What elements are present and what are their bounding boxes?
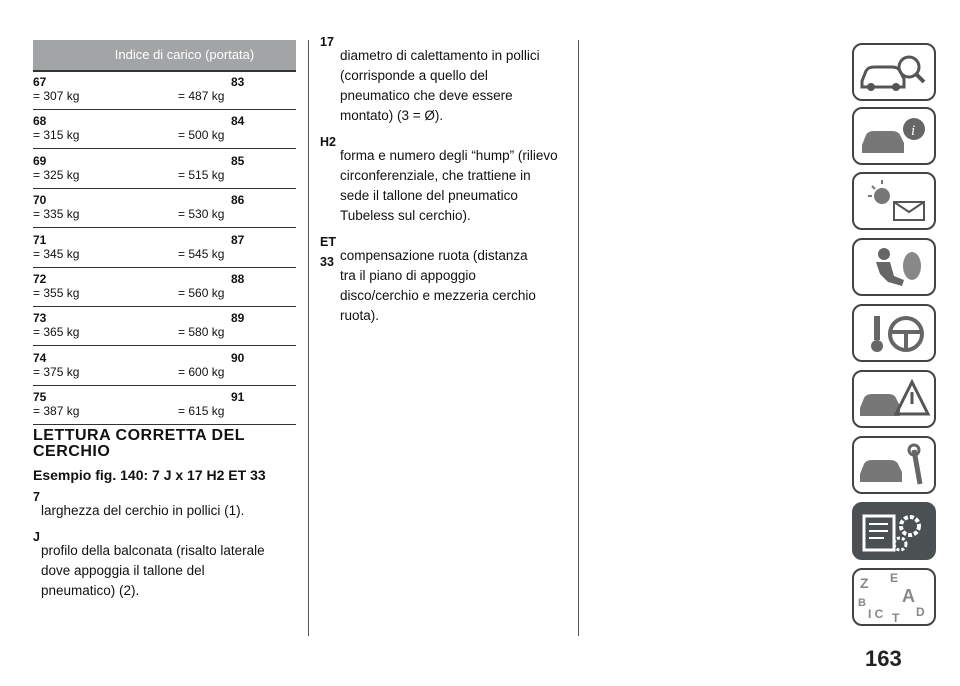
cell-a-num: 67 xyxy=(33,75,47,89)
definition-text-line: pneumatico) (2). xyxy=(41,583,140,598)
table-row xyxy=(33,267,296,307)
airbag-seat-icon xyxy=(854,240,934,294)
cell-a-kg: = 335 kg xyxy=(33,207,80,222)
cell-b-num: 87 xyxy=(231,232,245,247)
cell-b-kg: = 545 kg xyxy=(178,246,225,261)
tab-car-info[interactable] xyxy=(852,107,936,165)
definition-text-line: sede il tallone del pneumatico xyxy=(340,188,518,203)
cell-b-num: 84 xyxy=(231,114,245,129)
cell-b-kg: = 500 kg xyxy=(178,128,225,143)
table-row xyxy=(33,149,296,189)
specs-gears-icon xyxy=(854,504,934,558)
definition-key: J xyxy=(33,530,40,544)
cell-a-kg: = 387 kg xyxy=(33,404,80,419)
car-search-icon xyxy=(854,45,934,99)
cell-a-num: 75 xyxy=(33,390,47,405)
example-heading: Esempio fig. 140: 7 J x 17 H2 ET 33 xyxy=(33,467,266,483)
tab-specifications[interactable] xyxy=(852,502,936,560)
cell-a-kg: = 355 kg xyxy=(33,286,80,300)
svg-text:T: T xyxy=(892,611,900,624)
cell-a-kg: = 345 kg xyxy=(33,246,80,261)
table-row xyxy=(33,346,296,386)
tab-car-warning[interactable] xyxy=(852,370,936,428)
cell-a-kg: = 307 kg xyxy=(33,89,80,103)
table-row xyxy=(33,70,296,110)
definition-text-line: larghezza del cerchio in pollici (1). xyxy=(41,503,245,518)
definition-key: ET 33 xyxy=(320,235,336,269)
table-row xyxy=(33,188,296,228)
cell-a-num: 72 xyxy=(33,272,47,286)
key-steering-wheel-icon xyxy=(854,306,934,360)
definition-text-line: disco/cerchio e mezzeria cerchio xyxy=(340,288,536,303)
cell-a-kg: = 315 kg xyxy=(33,128,80,143)
definition-text-line: Tubeless sul cerchio). xyxy=(340,208,471,223)
definition-text-line: tra il piano di appoggio xyxy=(340,268,476,283)
cell-b-num: 89 xyxy=(231,311,245,326)
definition-key: 7 xyxy=(33,490,40,504)
cell-b-num: 86 xyxy=(231,193,245,208)
cell-b-num: 88 xyxy=(231,272,245,286)
cell-a-num: 71 xyxy=(33,232,47,247)
table-row xyxy=(33,385,296,425)
cell-b-num: 83 xyxy=(231,75,245,89)
cell-a-num: 73 xyxy=(33,311,47,326)
tab-airbag-seat[interactable] xyxy=(852,238,936,296)
definition-text-line: dove appoggia il tallone del xyxy=(41,563,205,578)
car-wrench-icon xyxy=(854,438,934,492)
tab-warning-lights[interactable] xyxy=(852,172,936,230)
cell-b-kg: = 600 kg xyxy=(178,364,225,379)
cell-b-kg: = 580 kg xyxy=(178,325,225,340)
alphabet-index-icon xyxy=(854,570,934,624)
cell-b-kg: = 560 kg xyxy=(178,286,225,300)
cell-a-kg: = 375 kg xyxy=(33,364,80,379)
cell-b-kg: = 615 kg xyxy=(178,404,225,419)
definition-text-line: pneumatico che deve essere xyxy=(340,88,513,103)
page-number: 163 xyxy=(865,646,902,671)
definition-text-line: diametro di calettamento in pollici xyxy=(340,48,540,63)
svg-text:A: A xyxy=(902,586,915,606)
cell-a-kg: = 365 kg xyxy=(33,325,80,340)
cell-b-num: 85 xyxy=(231,153,245,168)
svg-text:i: i xyxy=(911,123,916,139)
warning-lights-message-icon xyxy=(854,174,934,228)
svg-text:D: D xyxy=(916,605,925,619)
cell-b-kg: = 530 kg xyxy=(178,207,225,222)
definition-text-line: profilo della balconata (risalto laterale xyxy=(41,543,265,558)
tab-car-search[interactable] xyxy=(852,43,936,101)
cell-b-kg: = 515 kg xyxy=(178,167,225,182)
svg-text:I C: I C xyxy=(868,607,884,621)
svg-text:Z: Z xyxy=(860,575,869,591)
car-warning-triangle-icon xyxy=(854,372,934,426)
cell-b-num: 90 xyxy=(231,350,245,365)
table-row xyxy=(33,306,296,346)
definition-text-line: compensazione ruota (distanza xyxy=(340,248,528,263)
svg-text:B: B xyxy=(858,597,866,609)
definition-key: 17 xyxy=(320,35,334,49)
cell-a-num: 68 xyxy=(33,114,47,129)
definition-text-line: ruota). xyxy=(340,308,380,323)
section-title: LETTURA CORRETTA DEL CERCHIO xyxy=(33,427,246,460)
car-info-icon xyxy=(854,109,934,163)
cell-a-num: 74 xyxy=(33,350,47,365)
load-index-table-header: Indice di carico (portata) xyxy=(33,40,296,70)
definition-key: H2 xyxy=(320,135,336,149)
cell-a-num: 70 xyxy=(33,193,47,208)
svg-text:E: E xyxy=(890,571,899,585)
cell-b-num: 91 xyxy=(231,390,245,405)
column-divider-left xyxy=(308,40,309,636)
definition-text-line: (corrisponde a quello del xyxy=(340,68,488,83)
definition-text-line: circonferenziale, che trattiene in xyxy=(340,168,531,183)
table-row xyxy=(33,109,296,149)
definition-text-line: forma e numero degli “hump” (rilievo xyxy=(340,148,558,163)
tab-key-steering[interactable] xyxy=(852,304,936,362)
column-divider-right xyxy=(578,40,579,636)
cell-a-num: 69 xyxy=(33,153,47,168)
cell-b-kg: = 487 kg xyxy=(178,89,225,103)
tab-alphabet-index[interactable] xyxy=(852,568,936,626)
table-row xyxy=(33,228,296,268)
cell-a-kg: = 325 kg xyxy=(33,167,80,182)
tab-car-wrench[interactable] xyxy=(852,436,936,494)
definition-text-line: montato) (3 = Ø). xyxy=(340,108,444,123)
